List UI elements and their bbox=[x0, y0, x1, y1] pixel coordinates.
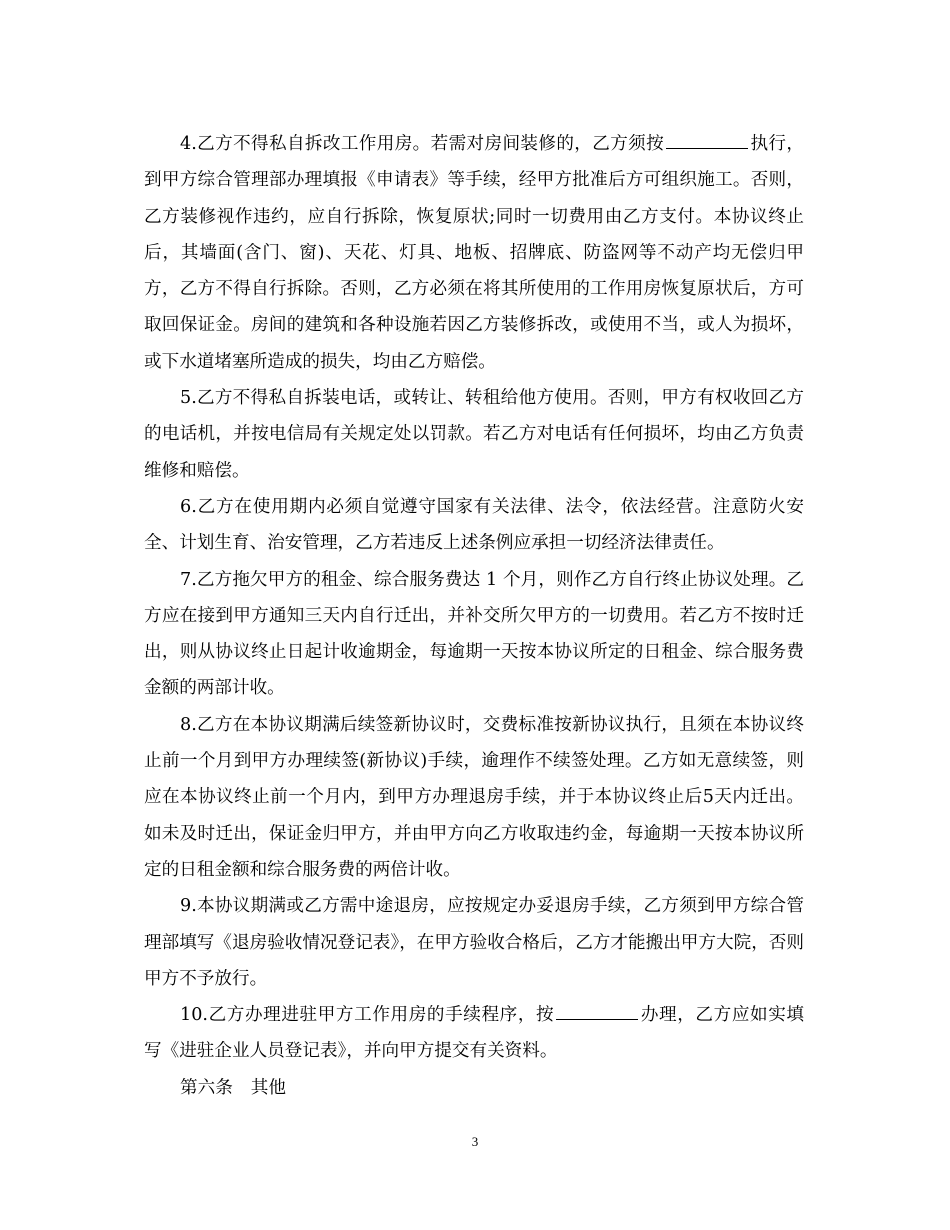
clause-7-paragraph: 7.乙方拖欠甲方的租金、综合服务费达 1 个月，则作乙方自行终止协议处理。乙方应在接到甲方通知三天内自行迁出，并补交所欠甲方的一切费用。若乙方不按时迁出，则从协议终止日起计收逾期金，每逾期一天按本协议所定的日租金、综合服务费金额的两部计收。 bbox=[144, 569, 804, 699]
section-heading bbox=[144, 1070, 804, 1106]
section-number: 第六条 bbox=[180, 1077, 233, 1098]
clause-4-text-end: 执行，到甲方综合管理部办理填报《申请表》等手续，经甲方批准后方可组织施工。否则，乙方装修视作违约，应自行拆除，恢复原状;同时一切费用由乙方支付。本协议终止后，其墙面(含门、窗)、天花、灯具、地板、招牌底、防盗网等不动产均无偿归甲方，乙方不得自行拆除。否则，乙方必须在将其所使用的工作用房恢复原状后，方可取回保证金。房间的建筑和各种设施若因乙方装修拆改，或使用不当，或人为损坏，或下水道堵塞所造成的损失，均由乙方赔偿。 bbox=[144, 134, 804, 372]
clause-10-text-end: 办理，乙方应如实填写《进驻企业人员登记表》，并向甲方提交有关资料。 bbox=[144, 1005, 804, 1062]
document-body bbox=[144, 126, 804, 1106]
clause-5-paragraph: 5.乙方不得私自拆装电话，或转让、转租给他方使用。否则，甲方有权收回乙方的电话机，并按电信局有关规定处以罚款。若乙方对电话有任何损坏，均由乙方负责维修和赔偿。 bbox=[144, 388, 804, 481]
clause-8-paragraph: 8.乙方在本协议期满后续签新协议时，交费标准按新协议执行，且须在本协议终止前一个月到甲方办理续签(新协议)手续，逾理作不续签处理。乙方如无意续签，则应在本协议终止前一个月内，到甲方办理退房手续，并于本协议终止后5天内迁出。如未及时迁出，保证金归甲方，并由甲方向乙方收取违约金，每逾期一天按本协议所定的日租金额和综合服务费的两倍计收。 bbox=[144, 714, 804, 880]
clause-10-paragraph bbox=[144, 997, 804, 1070]
clause-4-text-start: 4.乙方不得私自拆改工作用房。若需对房间装修的，乙方须按 bbox=[180, 134, 665, 154]
clause-4-paragraph bbox=[144, 126, 804, 380]
fill-in-blank-line bbox=[556, 1018, 638, 1020]
fill-in-blank-line bbox=[666, 147, 748, 149]
section-title: 其他 bbox=[250, 1077, 286, 1098]
clause-10-text-start: 10.乙方办理进驻甲方工作用房的手续程序，按 bbox=[180, 1005, 555, 1026]
clause-9-paragraph: 9.本协议期满或乙方需中途退房，应按规定办妥退房手续，乙方须到甲方综合管理部填写《退房验收情况登记表》，在甲方验收合格后，乙方才能搬出甲方大院，否则甲方不予放行。 bbox=[144, 896, 804, 989]
page-number: 3 bbox=[471, 1134, 479, 1149]
clause-6-paragraph: 6.乙方在使用期内必须自觉遵守国家有关法律、法令，依法经营。注意防火安全、计划生育、治安管理，乙方若违反上述条例应承担一切经济法律责任。 bbox=[144, 496, 804, 554]
